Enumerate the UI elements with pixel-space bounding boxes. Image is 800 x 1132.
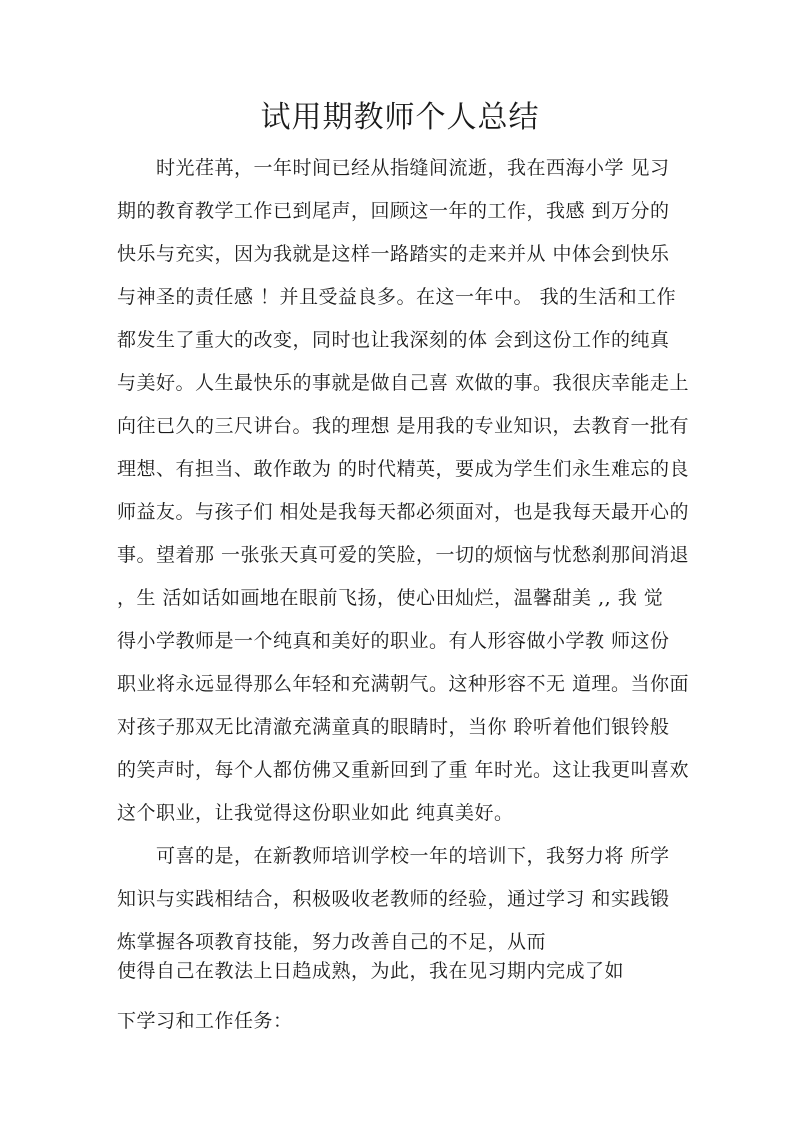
- paragraph-line: 下学习和工作任务：: [117, 1010, 293, 1032]
- paragraph-line: 理想、有担当、敢作敢为 的时代精英，要成为学生们永生难忘的良: [117, 458, 690, 480]
- paragraph-line: 知识与实践相结合，积极吸收老教师的经验，通过学习 和实践锻: [117, 888, 670, 910]
- paragraph-line: 对孩子那双无比清澈充满童真的眼睛时，当你 聆听着他们银铃般: [117, 716, 670, 738]
- paragraph-line: 的笑声时，每个人都仿佛又重新回到了重 年时光。这让我更叫喜欢: [117, 759, 690, 781]
- paragraph-line: 快乐与充实，因为我就是这样一路踏实的走来并从 中体会到快乐: [117, 243, 670, 265]
- paragraph-line: 事。望着那 一张张天真可爱的笑脸，一切的烦恼与忧愁刹那间消退: [117, 544, 690, 566]
- document-title: 试用期教师个人总结: [260, 100, 540, 135]
- paragraph-line: 时光荏苒，一年时间已经从指缝间流逝，我在西海小学 见习: [156, 157, 670, 179]
- paragraph-line: 期的教育教学工作已到尾声，回顾这一年的工作，我感 到万分的: [117, 200, 670, 222]
- paragraph-line: 使得自己在教法上日趋成熟，为此，我在见习期内完成了如: [117, 960, 625, 982]
- paragraph-line: ，生 活如话如画地在眼前飞扬，使心田灿烂，温馨甜美 ,, 我 觉: [117, 587, 664, 609]
- paragraph-line: 向往已久的三尺讲台。我的理想 是用我的专业知识，去教育一批有: [117, 415, 690, 437]
- paragraph-line: 炼掌握各项教育技能，努力改善自己的不足，从而: [117, 931, 547, 953]
- paragraph-line: 师益友。与孩子们 相处是我每天都必须面对，也是我每天最开心的: [117, 501, 690, 523]
- paragraph-line: 与神圣的责任感 ！并且受益良多。在这一年中。 我的生活和工作: [117, 286, 677, 308]
- paragraph-line: 可喜的是，在新教师培训学校一年的培训下，我努力将 所学: [156, 845, 670, 867]
- paragraph-line: 都发生了重大的改变，同时也让我深刻的体 会到这份工作的纯真: [117, 329, 670, 351]
- paragraph-line: 得小学教师是一个纯真和美好的职业。有人形容做小学教 师这份: [117, 630, 670, 652]
- paragraph-line: 职业将永远显得那么年轻和充满朝气。这种形容不无 道理。当你面: [117, 673, 690, 695]
- paragraph-line: 与美好。人生最快乐的事就是做自己喜 欢做的事。我很庆幸能走上: [117, 372, 690, 394]
- paragraph-line: 这个职业，让我觉得这份职业如此 纯真美好。: [117, 802, 514, 824]
